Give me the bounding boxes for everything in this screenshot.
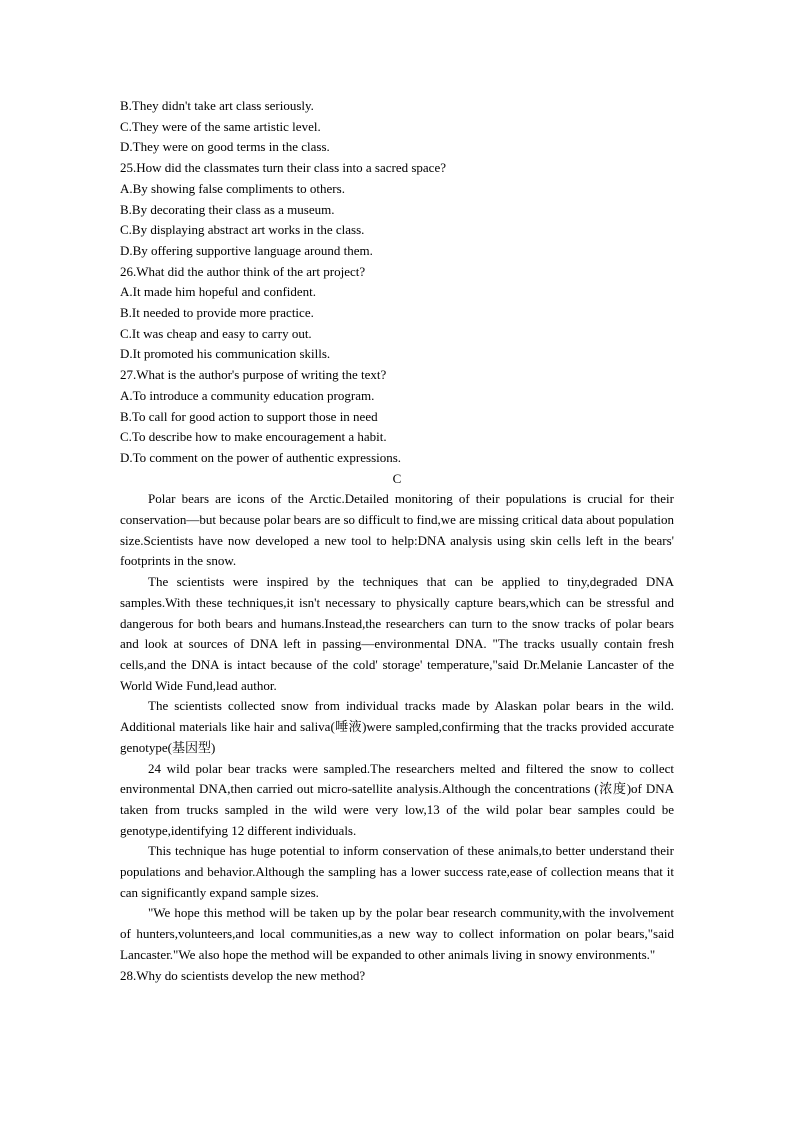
- q27-option-b: B.To call for good action to support those in need: [120, 408, 378, 424]
- section-label: C: [392, 470, 402, 486]
- q27-option-a: A.To introduce a community education program.: [120, 387, 375, 403]
- q25-option-b: B.By decorating their class as a museum.: [120, 201, 335, 217]
- q25-question: 25.How did the classmates turn their class into a sacred space?: [120, 160, 446, 176]
- q26-option-a: A.It made him hopeful and confident.: [120, 284, 317, 300]
- passage-paragraph: 24 wild polar bear tracks were sampled.The researchers melted and filtered the snow to collect environmental DNA,then carried out micro-satellite analysis.Although the concentrations (浓度)of DNA taken from trucks sampled in the wild were very low,13 of the wild polar bear samples could be genotype,identifying 12 different individuals.: [120, 760, 674, 838]
- passage-paragraph: "We hope this method will be taken up by the polar bear research community,with the involvement of hunters,volunteers,and local communities,as a new way to collect information on polar bears,"said Lancaster."We also hope the method will be expanded to other animals living in snowy environments.": [120, 905, 674, 962]
- q28-question: 28.Why do scientists develop the new method?: [120, 967, 366, 983]
- passage-paragraph: The scientists collected snow from individual tracks made by Alaskan polar bears in the wild. Additional materials like hair and saliva(唾液)were sampled,confirming that the tracks provided accurate genotype(基因型): [120, 698, 674, 755]
- passage-paragraph: Polar bears are icons of the Arctic.Detailed monitoring of their populations is crucial for their conservation—but because polar bears are so difficult to find,we are missing critical data about population size.Scientists have now developed a new tool to help:DNA analysis using skin cells left in the bears' footprints in the snow.: [120, 491, 674, 569]
- q27-option-d: D.To comment on the power of authentic expressions.: [120, 449, 402, 465]
- q26-question: 26.What did the author think of the art project?: [120, 263, 366, 279]
- passage-paragraph: The scientists were inspired by the techniques that can be applied to tiny,degraded DNA samples.With these techniques,it isn't necessary to physically capture bears,which can be stressful and dangerous for both bears and humans.Instead,the researchers can turn to the snow tracks of polar bears and look at sources of DNA left in passing—environmental DNA. "The tracks usually contain fresh cells,and the DNA is intact because of the cold' storage' temperature,"said Dr.Melanie Lancaster of the World Wide Fund,lead author.: [120, 574, 674, 693]
- q26-option-b: B.It needed to provide more practice.: [120, 305, 314, 321]
- q24-option-c: C.They were of the same artistic level.: [120, 118, 321, 134]
- document-page: [120, 96, 674, 986]
- q27-question: 27.What is the author's purpose of writing the text?: [120, 367, 387, 383]
- q24-option-b: B.They didn't take art class seriously.: [120, 98, 314, 113]
- q24-option-d: D.They were on good terms in the class.: [120, 139, 330, 155]
- q26-option-c: C.It was cheap and easy to carry out.: [120, 325, 312, 341]
- q25-option-a: A.By showing false compliments to others.: [120, 180, 345, 196]
- passage-paragraph: This technique has huge potential to inform conservation of these animals,to better understand their populations and behavior.Although the sampling has a lower success rate,ease of collection means that it can significantly expand sample sizes.: [120, 843, 674, 900]
- q27-option-c: C.To describe how to make encouragement a habit.: [120, 429, 387, 445]
- q25-option-c: C.By displaying abstract art works in the class.: [120, 222, 365, 238]
- q25-option-d: D.By offering supportive language around them.: [120, 242, 373, 258]
- q26-option-d: D.It promoted his communication skills.: [120, 346, 331, 362]
